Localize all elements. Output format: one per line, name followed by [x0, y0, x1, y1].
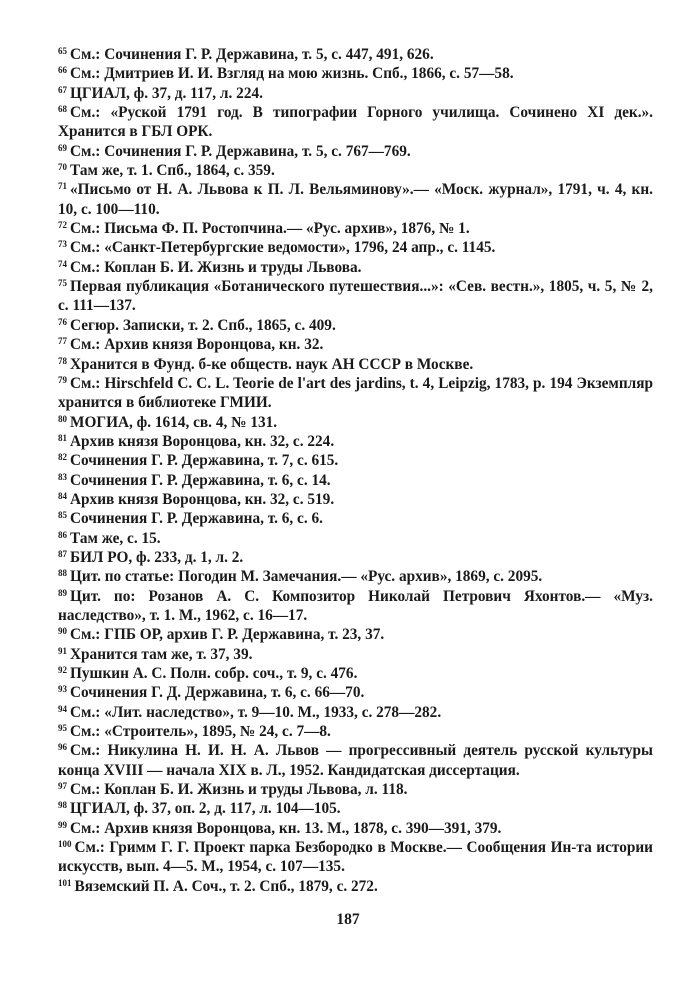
footnote — [58, 335, 653, 354]
footnote-number: 80 — [58, 413, 67, 424]
footnote-text: См.: Архив князя Воронцова, кн. 32. — [70, 336, 324, 354]
footnote — [58, 451, 653, 470]
footnote — [58, 64, 653, 83]
footnote — [58, 529, 653, 548]
footnote-text: «Письмо от Н. А. Львова к П. Л. Вельяминову».— «Моск. журнал», 1791, ч. 4, кн. 10, с. 100—110. — [58, 181, 653, 218]
footnote — [58, 219, 653, 238]
footnote-number: 100 — [58, 839, 72, 850]
footnote — [58, 277, 653, 316]
footnote — [58, 490, 653, 509]
footnote-text: См.: Сочинения Г. Р. Державина, т. 5, с. 767—769. — [70, 142, 411, 160]
footnote — [58, 799, 653, 818]
footnote-number: 86 — [58, 529, 67, 540]
footnote — [58, 316, 653, 335]
footnote — [58, 84, 653, 103]
footnote-text: См.: Гримм Г. Г. Проект парка Безбородко в Москве.— Сообщения Ин-та истории искусств, вып. 4—5. М., 1954, с. 107—135. — [58, 839, 653, 876]
footnote — [58, 645, 653, 664]
footnote-text: См.: Сочинения Г. Р. Державина, т. 5, с. 447, 491, 626. — [70, 46, 434, 63]
footnote — [58, 258, 653, 277]
page-number: 187 — [336, 911, 360, 928]
footnote-number: 96 — [58, 742, 67, 753]
footnote-text: Хранится там же, т. 37, 39. — [70, 645, 253, 663]
footnote-text: Сочинения Г. Р. Державина, т. 6, с. 14. — [70, 471, 331, 489]
footnote-number: 87 — [58, 548, 67, 559]
footnote-text: МОГИА, ф. 1614, св. 4, № 131. — [70, 413, 278, 431]
footnote — [58, 838, 653, 877]
footnote — [58, 103, 653, 142]
footnote — [58, 587, 653, 626]
footnote — [58, 45, 653, 64]
footnote-text: См.: «Строитель», 1895, № 24, с. 7—8. — [70, 723, 331, 741]
footnote-number: 93 — [58, 684, 67, 695]
footnote-text: БИЛ РО, ф. 233, д. 1, л. 2. — [70, 548, 244, 566]
footnote-number: 72 — [58, 220, 67, 231]
footnote — [58, 432, 653, 451]
footnote-number: 91 — [58, 645, 67, 656]
footnote-number: 98 — [58, 800, 67, 811]
footnote-text: Первая публикация «Ботанического путешествия...»: «Сев. вестн.», 1805, ч. 5, № 2, с. 111—137. — [58, 278, 653, 315]
footnote-number: 82 — [58, 452, 67, 463]
footnote — [58, 819, 653, 838]
footnote-text: Сочинения Г. Д. Державина, т. 6, с. 66—70. — [70, 684, 365, 702]
footnote-text: Сочинения Г. Р. Державина, т. 6, с. 6. — [70, 510, 323, 528]
footnote — [58, 471, 653, 490]
footnote — [58, 238, 653, 257]
footnote-text: Архив князя Воронцова, кн. 32, с. 519. — [70, 490, 335, 508]
footnote-number: 94 — [58, 703, 67, 714]
footnote-number: 90 — [58, 626, 67, 637]
footnote — [58, 142, 653, 161]
footnote — [58, 664, 653, 683]
footnote-text: См.: «Руской 1791 год. В типографии Горного училища. Сочинено XI дек.». Хранится в ГБЛ ОРК. — [58, 104, 653, 141]
footnote — [58, 683, 653, 702]
footnote-number: 101 — [58, 877, 72, 888]
footnote — [58, 741, 653, 780]
footnote-number: 85 — [58, 510, 67, 521]
footnote — [58, 625, 653, 644]
footnote-number: 67 — [58, 84, 67, 95]
footnote — [58, 877, 653, 896]
footnote-text: Пушкин А. С. Полн. собр. соч., т. 9, с. 476. — [70, 665, 358, 682]
footnote — [58, 374, 653, 413]
footnote-text: Архив князя Воронцова, кн. 32, с. 224. — [70, 432, 335, 450]
footnote-number: 75 — [58, 278, 67, 289]
footnote-text: См.: Коплан Б. И. Жизнь и труды Львова. — [70, 258, 362, 276]
footnote-number: 95 — [58, 723, 67, 734]
footnote — [58, 413, 653, 432]
footnote — [58, 722, 653, 741]
footnote-number: 70 — [58, 162, 67, 173]
footnote-number: 83 — [58, 471, 67, 482]
footnote-number: 76 — [58, 316, 67, 327]
footnote — [58, 548, 653, 567]
footnote-number: 97 — [58, 781, 67, 792]
footnote-text: Там же, с. 15. — [70, 529, 161, 547]
footnote-number: 69 — [58, 142, 67, 153]
footnote — [58, 509, 653, 528]
footnote-number: 74 — [58, 258, 67, 269]
footnote-number: 88 — [58, 568, 67, 579]
footnote-number: 79 — [58, 374, 67, 385]
footnote-number: 68 — [58, 104, 67, 115]
footnote — [58, 180, 653, 219]
footnote-text: Сегюр. Записки, т. 2. Спб., 1865, с. 409. — [70, 316, 336, 334]
footnote-number: 77 — [58, 336, 67, 347]
footnote — [58, 161, 653, 180]
footnote-number: 92 — [58, 665, 67, 675]
footnote — [58, 703, 653, 722]
footnote-text: См.: «Санкт-Петербургские ведомости», 1796, 24 апр., с. 1145. — [70, 239, 496, 257]
footnote — [58, 567, 653, 586]
footnote-text: См.: Письма Ф. П. Ростопчина.— «Рус. архив», 1876, № 1. — [70, 220, 470, 238]
footnote-text: См.: Архив князя Воронцова, кн. 13. М., 1878, с. 390—391, 379. — [70, 819, 502, 837]
footnote-text: См.: Коплан Б. И. Жизнь и труды Львова, л. 118. — [70, 781, 408, 799]
footnote-text: См.: ГПБ ОР, архив Г. Р. Державина, т. 23, 37. — [70, 626, 385, 644]
footnotes-block — [58, 45, 653, 896]
footnote — [58, 780, 653, 799]
footnote-number: 73 — [58, 239, 67, 250]
footnote-number: 81 — [58, 432, 67, 443]
footnote-text: Цит. по: Розанов А. С. Композитор Николай Петрович Яхонтов.— «Муз. наследство», т. 1. М., 1962, с. 16—17. — [58, 587, 653, 624]
footnote-text: Хранится в Фунд. б-ке обществ. наук АН СССР в Москве. — [70, 355, 474, 373]
footnote-text: Цит. по статье: Погодин М. Замечания.— «Рус. архив», 1869, с. 2095. — [70, 568, 543, 586]
footnote-number: 65 — [58, 46, 67, 56]
footnote-text: См.: «Лит. наследство», т. 9—10. М., 1933, с. 278—282. — [70, 703, 442, 721]
footnote-text: Там же, т. 1. Спб., 1864, с. 359. — [70, 162, 275, 180]
footnote-number: 99 — [58, 819, 67, 830]
footnote-text: Вяземский П. А. Соч., т. 2. Спб., 1879, с. 272. — [74, 877, 378, 895]
footnote-text: См.: Дмитриев И. И. Взгляд на мою жизнь. Спб., 1866, с. 57—58. — [70, 65, 514, 83]
footnote-number: 66 — [58, 65, 67, 76]
footnote-text: ЦГИАЛ, ф. 37, д. 117, л. 224. — [70, 84, 263, 102]
footnote-text: ЦГИАЛ, ф. 37, оп. 2, д. 117, л. 104—105. — [70, 800, 341, 818]
footnote-text: Сочинения Г. Р. Державина, т. 7, с. 615. — [70, 452, 339, 470]
footnote — [58, 355, 653, 374]
footnote-number: 84 — [58, 490, 67, 501]
footnote-number: 71 — [58, 181, 67, 192]
footnote-text: См.: Hirschfeld С. С. L. Teorie de l'art des jardins, t. 4, Leipzig, 1783, p. 194 Экземпляр хранится в библиотеке ГМИИ. — [58, 374, 653, 412]
footnote-number: 89 — [58, 587, 67, 598]
footnote-text: См.: Никулина Н. И. Н. А. Львов — прогрессивный деятель русской культуры конца XVIII — начала XIX в. Л., 1952. Кандидатская диссертация. — [58, 742, 653, 779]
footnote-number: 78 — [58, 355, 67, 366]
